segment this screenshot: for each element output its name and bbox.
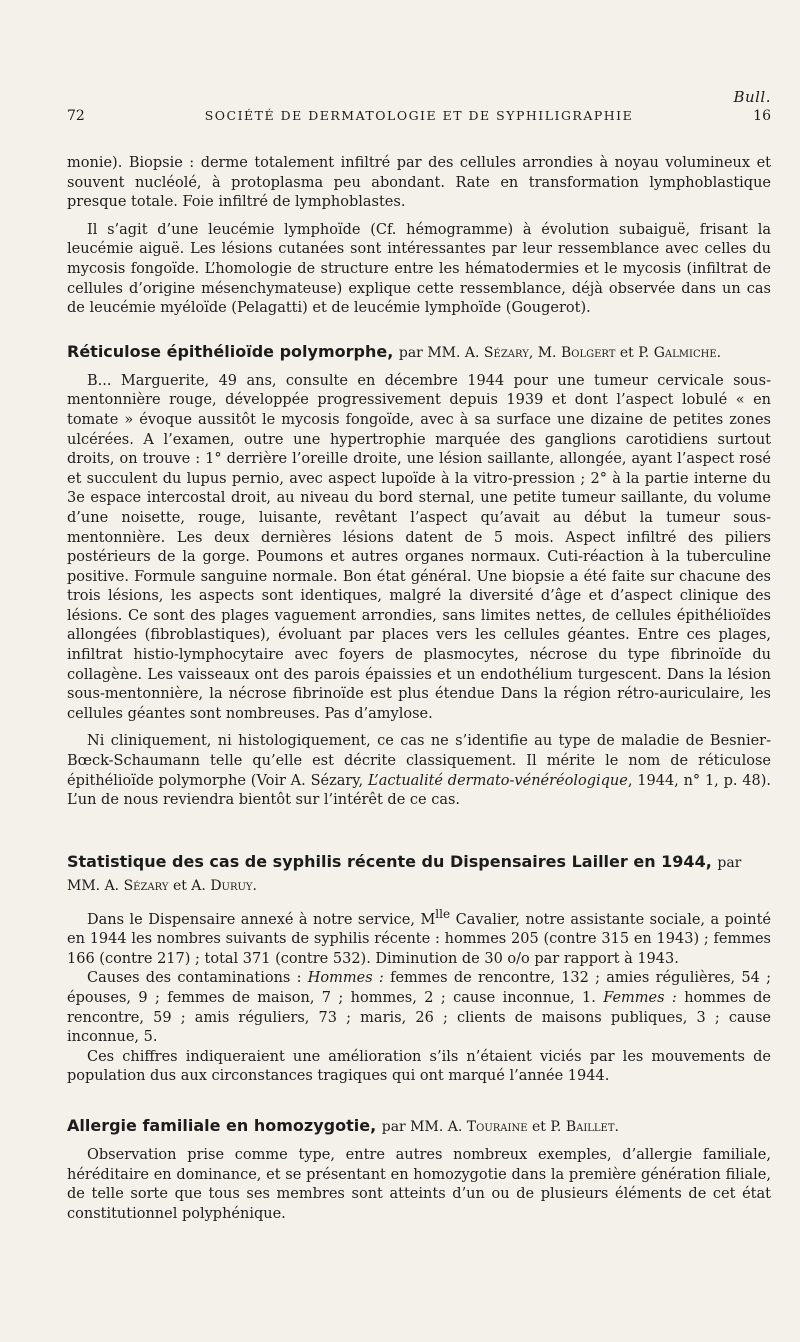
author-name: Baillet: [565, 1118, 615, 1135]
author-name: Galmiche: [653, 344, 717, 361]
paragraph-contaminations: Causes des contaminations : Hommes : femmes de rencontre, 132 ; amies régulières, 54 ; épouses, 9 ; femmes de maison, 7 ; hommes, 2 ; cause inconnue, 1. Femmes : hommes de rencontre, 59 ; amis réguliers, 73 ; maris, 26 ; clients de maisons publiques, 3 ; cause inconnue, 5.: [67, 970, 772, 1046]
paragraph-case-report: B... Marguerite, 49 ans, consulte en décembre 1944 pour une tumeur cervicale sous-mentonnière rouge, développée progressivement depuis 1939 et dont l’aspect lobulé « en tomate » évoque aussitôt le mycosis fongoïde, avec à sa surface une dizaine de petites zones ulcérées. A l’examen, outre une hypertrophie marquée des ganglions carotidiens surtout droits, on trouve : 1° derrière l’oreille droite, une lésion saillante, allongée, ayant l’aspect rosé et succulent du lupus pernio, avec aspect lupoïde à la vitro-pression ; 2° à la partie interne du 3e espace intercostal droit, au niveau du bord sternal, une petite tumeur saillante, du volume d’une noisette, rouge, luisante, revêtant l’aspect qu’avait au début la tumeur sous-mentonnière. Les deux dernières lésions datent de 5 mois. Aspect infiltré des piliers postérieurs de la gorge. Poumons et autres organes normaux. Cuti-réaction à la tuberculine positive. Formule sanguine normale. Bon état général. Une biopsie a été faite sur chacune des trois lésions, les aspects sont identiques, malgré la diversité d’âge et d’aspect clinique des lésions. Ce sont des plages vaguement arrondies, sans limites nettes, de cellules épithélioïdes allongées (fibroblastiques), évoluant par places vers les cellules géantes. Entre ces plages, infiltrat histio-lymphocytaire avec foyers de plasmocytes, nécrose du type fibrinoïde du collagène. Les vaisseaux ont des parois épaissies et un endothélium turgescent. Dans la lésion sous-mentonnière, la nécrose fibrinoïde est plus étendue Dans la région rétro-auriculaire, les cellules géantes sont nombreuses. Pas d’amylose.: [67, 372, 771, 722]
section-title: Statistique des cas de syphilis récente du Dispensaires Lailler en 1944,: [67, 851, 712, 871]
issue-number: 16: [753, 108, 771, 124]
section-heading-allergie: [67, 1115, 771, 1138]
page-body: [67, 154, 771, 1224]
section-authors: par MM. A. Sézary et A. Duruy.: [67, 854, 742, 894]
section-authors: par MM. A. Sézary, M. Bolgert et P. Galmiche.: [398, 344, 722, 361]
paragraph-discussion: Ni cliniquement, ni histologiquement, ce cas ne s’identifie au type de maladie de Besnier-Bœck-Schaumann telle qu’elle est décrite classiquement. Il mérite le nom de réticulose épithélioïde polymorphe (Voir A. Sézary, L’actualité dermato-vénéréologique, 1944, n° 1, p. 48). L’un de nous reviendra bientôt sur l’intérêt de ce cas.: [67, 733, 771, 809]
paragraph-conclusion: Ces chiffres indiqueraient une amélioration s’ils n’étaient viciés par les mouvements de population dus aux circonstances tragiques qui ont marqué l’année 1944.: [67, 1048, 771, 1085]
author-name: Touraine: [466, 1118, 528, 1135]
running-header: [67, 108, 771, 130]
paragraph-biopsy: monie). Biopsie : derme totalement infiltré par des cellules arrondies à noyau volumineux et souvent nucléolé, à protoplasma peu abondant. Rate en transformation lymphoblastique presque totale. Foie infiltré de lymphoblastes.: [67, 155, 771, 211]
section-title: Réticulose épithélioïde polymorphe,: [67, 341, 394, 361]
section-heading-reticulose: [67, 341, 771, 364]
author-name: Sézary: [123, 877, 169, 894]
paragraph-leucemie: Il s’agit d’une leucémie lymphoïde (Cf. hémogramme) à évolution subaiguë, frisant la leucémie aiguë. Les lésions cutanées sont intéressantes par leur ressemblance avec celles du mycosis fongoïde. L’homologie de structure entre les hématodermies et le mycosis (infiltrat de cellules d’origine mésenchymateuse) explique cette ressemblance, déjà observée dans un cas de leucémie myéloïde (Pelagatti) et de leucémie lymphoïde (Gougerot).: [67, 221, 771, 317]
running-title: SOCIÉTÉ DE DERMATOLOGIE ET DE SYPHILIGRAPHIE: [204, 108, 634, 123]
author-name: Bolgert: [560, 344, 616, 361]
section-heading-statistique: [67, 851, 771, 897]
journal-abbrev: Bull.: [733, 88, 771, 106]
cited-journal: L’actualité dermato-vénéréologique: [367, 772, 628, 789]
author-name: Duruy: [210, 877, 253, 894]
author-name: Sézary: [483, 344, 529, 361]
section-authors: par MM. A. Touraine et P. Baillet.: [381, 1118, 619, 1135]
paragraph-observation: Observation prise comme type, entre autres nombreux exemples, d’allergie familiale, héréditaire en dominance, et se présentant en homozygotie dans la première génération filiale, de telle sorte que tous ses membres sont atteints d’un ou de plusieurs éléments de cet état constitutionnel polyphénique.: [67, 1146, 771, 1222]
section-title: Allergie familiale en homozygotie,: [67, 1115, 377, 1135]
page-number: 72: [67, 108, 85, 124]
paragraph-dispensaire: Dans le Dispensaire annexé à notre service, $M^{lle}$ Cavalier, notre assistante sociale, a pointé en 1944 les nombres suivants de syphilis récente : hommes 205 (contre 315 en 1943) ; femmes 166 (contre 217) ; total 371 (contre 532). Diminution de 30 o/o par rapport à 1943.: [67, 906, 771, 967]
